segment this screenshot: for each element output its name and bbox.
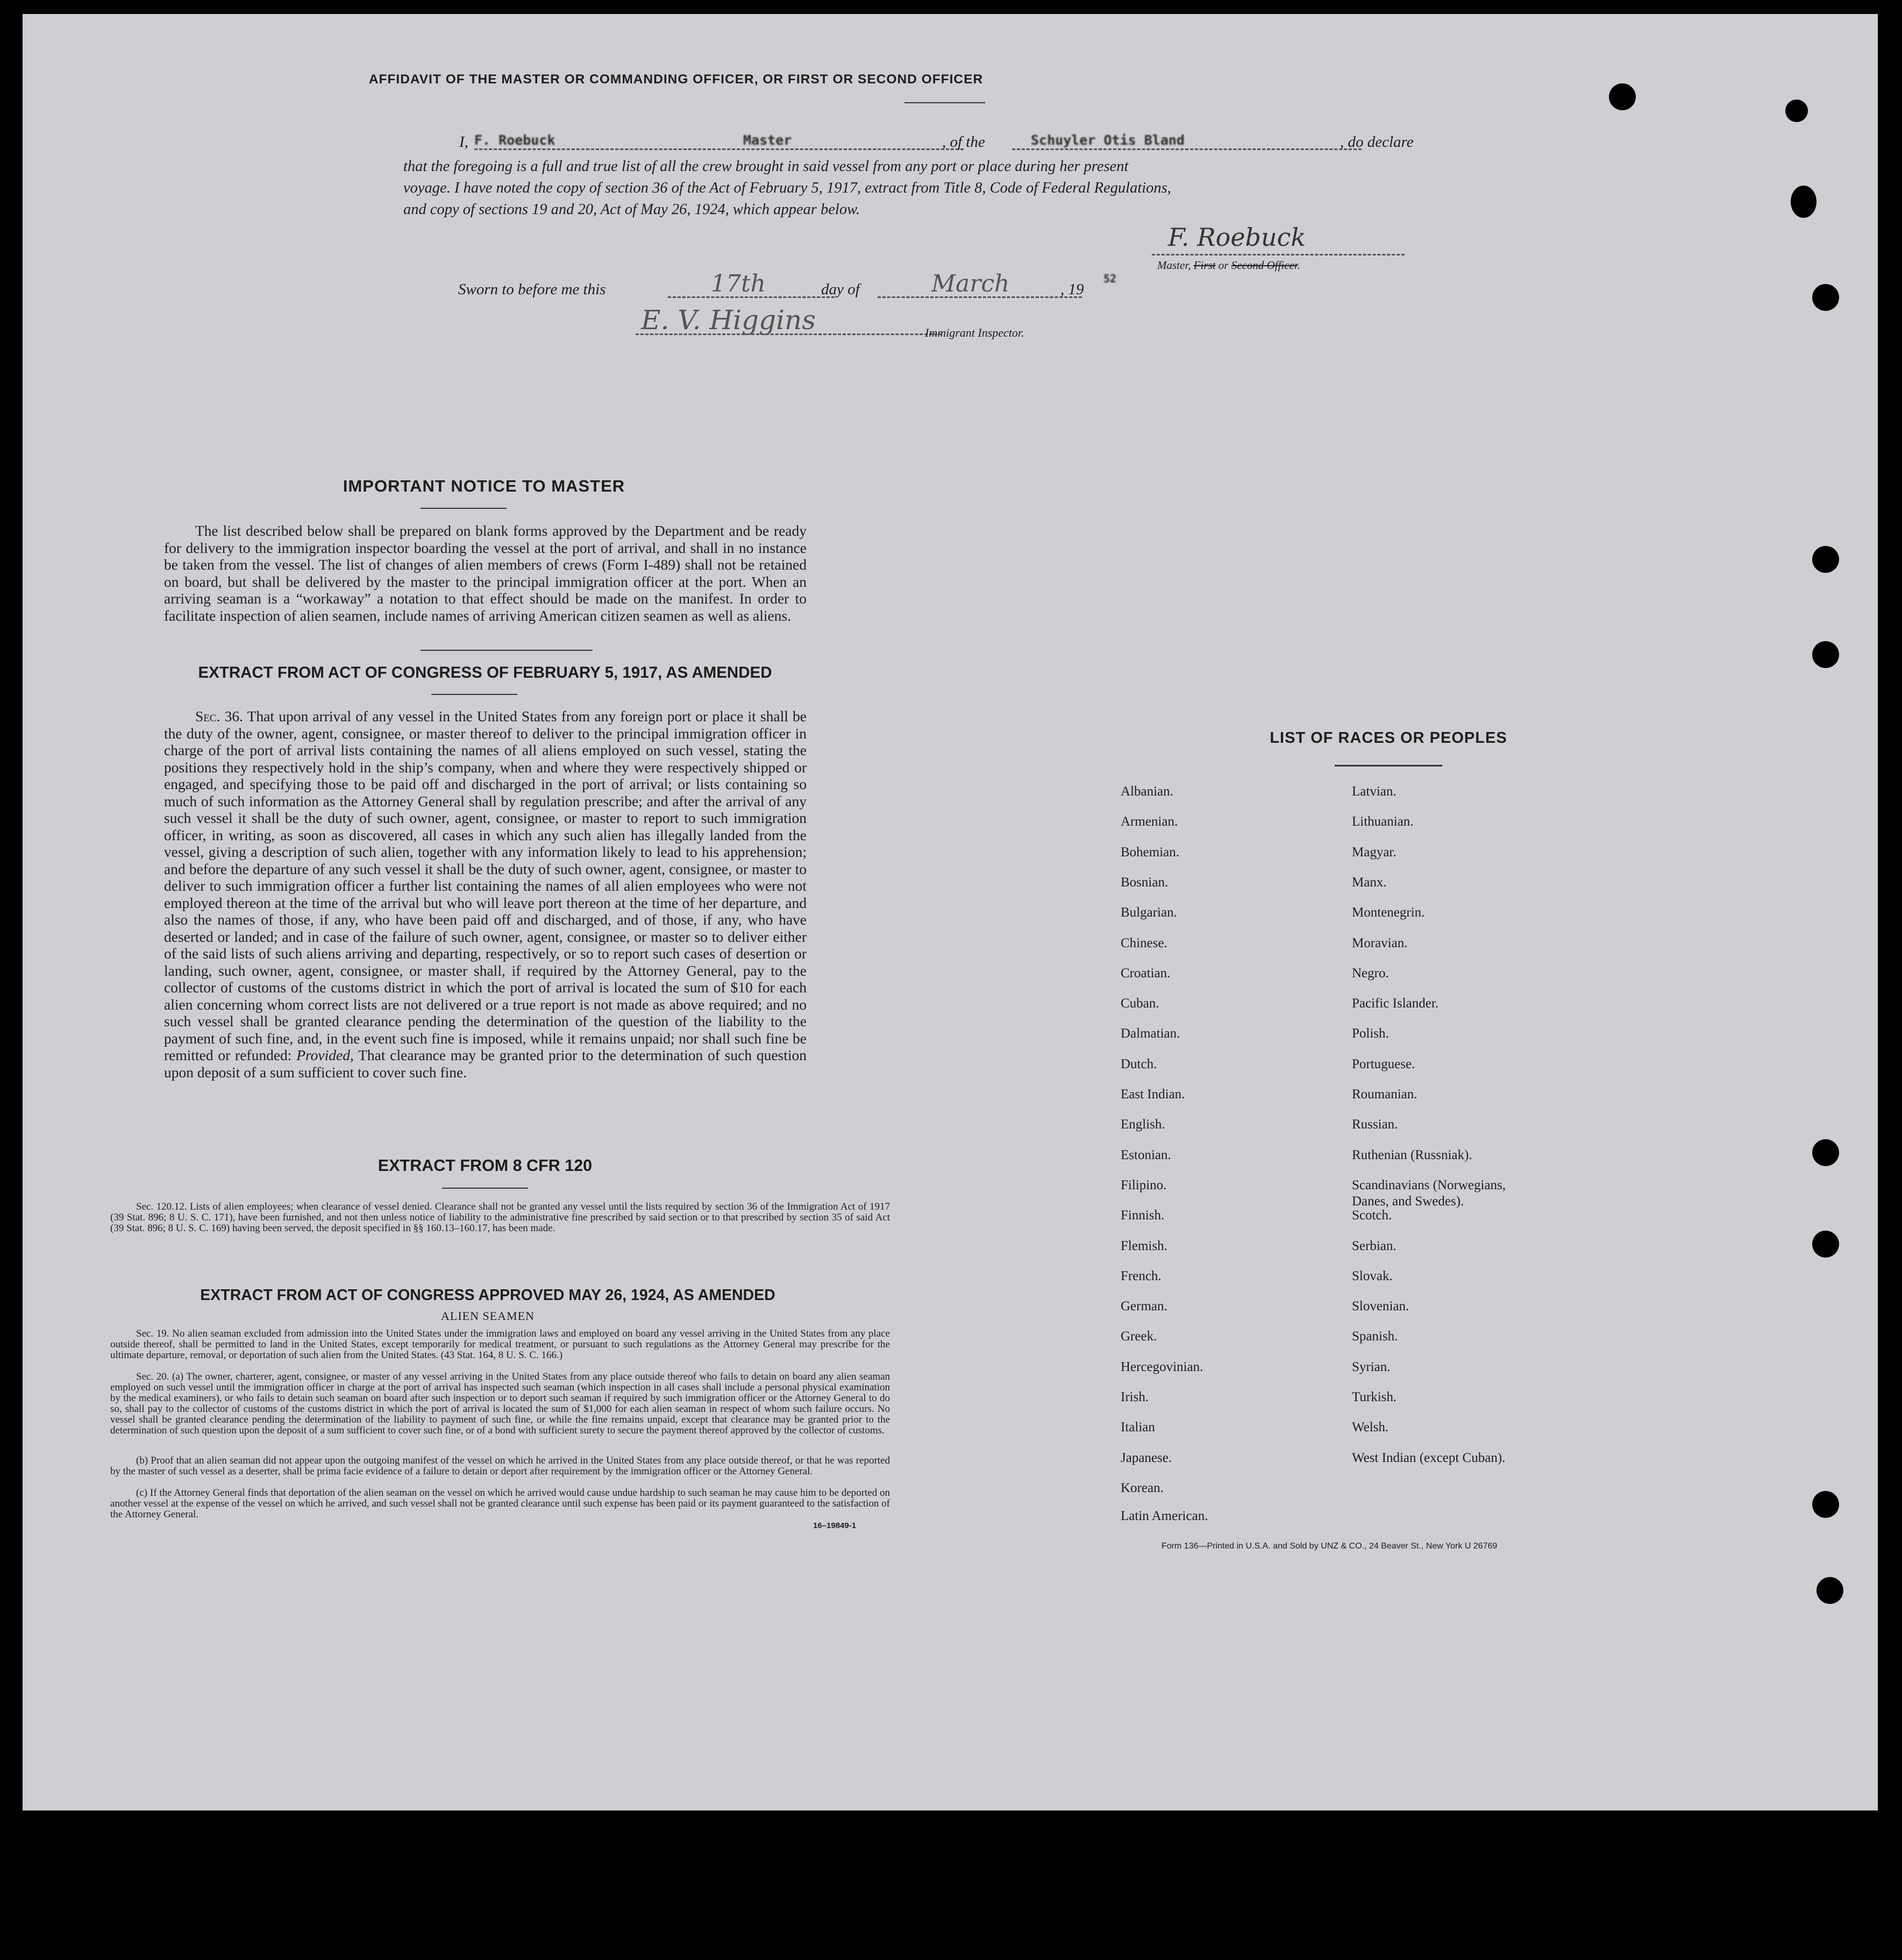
notice-title: IMPORTANT NOTICE TO MASTER [343,477,625,495]
year-prefix: , 19 [1060,281,1084,298]
punch-hole [1812,641,1839,668]
master-position-field: Master [743,132,792,148]
master-name-line [474,148,964,150]
master-signature-line [1152,254,1405,255]
extract-1924-subtitle: ALIEN SEAMEN [441,1309,535,1323]
race-item: Welsh. [1352,1420,1389,1435]
inspector-label: Immigrant Inspector. [925,326,1024,339]
form-imprint: Form 136—Printed in U.S.A. and Sold by UNZ & CO., 24 Beaver St., New York U 26769 [1162,1542,1498,1551]
sec36-label: Sec. 36. [195,708,243,725]
punch-hole [1816,1577,1843,1604]
extract-cfr-title: EXTRACT FROM 8 CFR 120 [377,1156,593,1175]
race-item: Filipino. [1121,1177,1167,1192]
race-item: Irish. [1121,1390,1149,1404]
race-item: Magyar. [1352,844,1397,860]
race-item: Chinese. [1121,935,1167,950]
race-item: Finnish. [1121,1208,1165,1223]
race-item: Pacific Islander. [1352,996,1439,1011]
race-item: Flemish. [1121,1238,1167,1253]
signer-or: or [1218,259,1229,272]
race-item: Danes, and Swedes). [1352,1194,1464,1209]
sec20c-text: (c) If the Attorney General finds that deportation of the alien seaman on the vessel on which he arrived would cause undue hardship to such seaman he may cause him to be deported on another vessel at the expense of the vessel on which he arrived, and such vessel shall not be granted clearance until such expense has been paid or its payment guaranteed to the satisfaction of the Attorney General. [110,1487,890,1520]
punch-hole [1785,100,1808,122]
signer-label-suffix: . [1297,259,1300,272]
master-signature: F. Roebuck [1168,223,1306,252]
signer-label-prefix: Master, [1157,259,1191,272]
races-title: LIST OF RACES OR PEOPLES [1270,729,1507,747]
manifest-page [23,14,1878,1810]
punch-hole [1812,284,1839,311]
race-item: Spanish. [1352,1329,1398,1344]
race-item: Ruthenian (Russniak). [1352,1147,1472,1162]
extract-1924-title: EXTRACT FROM ACT OF CONGRESS APPROVED MAY 26, 1924, AS AMENDED [200,1287,775,1304]
cfr-body: Sec. 120.12. Lists of alien employees; when clearance of vessel denied. Clearance shall not be granted any vessel until the lists required by section 36 of the Immigration Act of 1917 (39 Stat. 896; 8 U. S. C. 171), have been furnished, and not then unless notice of liability to the administrative fine prescribed by said section or to that prescribed by section 35 of said Act (39 Stat. 896; 8 U. S. C. 169) having been served, the deposit specified in §§ 160.13–160.17, has been made. [110,1201,890,1234]
affidavit-body-line-3: and copy of sections 19 and 20, Act of May 26, 1924, which appear below. [403,201,860,218]
race-item: East Indian. [1121,1087,1185,1102]
sworn-label: Sworn to before me this [458,281,606,298]
race-item: German. [1121,1299,1167,1314]
race-item: Albanian. [1121,784,1173,799]
master-name-field: F. Roebuck [474,132,555,148]
race-item: Russian. [1352,1117,1398,1132]
signer-label [1157,259,1300,272]
race-item: English. [1121,1117,1165,1132]
month-value: March [931,270,1010,297]
punch-hole [1812,546,1839,573]
do-declare-label: , do declare [1340,133,1414,151]
race-item: Portuguese. [1352,1056,1415,1071]
divider [442,1188,528,1189]
sec20b-text: (b) Proof that an alien seaman did not appear upon the outgoing manifest of the vessel on which he arrived in the United States from any place outside thereof, or that he was reported by the master of such vessel as a deserter, shall be prima facie evidence of a failure to detain or deport after requirement by the immigration officer or the Attorney General. [110,1455,890,1477]
race-item: West Indian (except Cuban). [1352,1450,1506,1465]
race-item: Bulgarian. [1121,905,1177,920]
punch-hole [1609,83,1636,110]
race-item: Polish. [1352,1026,1389,1041]
sec36-body-end: That clearance may be granted prior to the determination of such question upon deposit of a sum sufficient to cover such fine. [164,1047,807,1081]
notice-body: The list described below shall be prepared on blank forms approved by the Department and be ready for delivery to the immigration inspector boarding the vessel at the port of arrival, and shall in no instance be taken from the vessel. The list of changes of alien members of crews (Form I-489) shall not be retained on board, but shall be delivered by the master to the principal immigration officer at the port. When an arriving seaman is a “workaway” a notation to that effect should be made on the manifest. In order to facilitate inspection of alien seamen, include names of arriving American citizen seamen as well as aliens. [164,522,807,624]
race-item: Latvian. [1352,784,1397,799]
race-item: Moravian. [1352,935,1408,950]
divider [431,694,517,695]
of-the-label: , of the [942,133,985,151]
race-item: Scandinavians (Norwegians, [1352,1177,1506,1192]
divider [904,102,985,103]
race-item: Armenian. [1121,814,1178,829]
race-item: Dalmatian. [1121,1026,1180,1041]
race-item: Bohemian. [1121,844,1180,860]
punch-hole [1812,1491,1839,1518]
divider [421,650,593,651]
form-code: 16–19849-1 [813,1521,857,1530]
i-label: I, [459,133,468,151]
punch-hole [1812,1139,1839,1166]
year-value: 52 [1103,272,1117,285]
race-item: Syrian. [1352,1359,1391,1374]
race-item: Negro. [1352,965,1389,981]
signer-first: First [1193,259,1216,272]
race-item: Lithuanian. [1352,814,1414,829]
race-item: Greek. [1121,1329,1157,1344]
punch-hole [1791,186,1816,218]
race-item: Estonian. [1121,1147,1171,1162]
sec19-text: Sec. 19. No alien seaman excluded from admission into the United States under the immigration laws and employed on board any vessel arriving in the United States from any place outside thereof, shall be permitted to land in the United States, except temporarily for medical treatment, or pursuant to such regulations as the Attorney General may prescribe for the ultimate departure, removal, or deportation of such alien from the United States. (43 Stat. 164, 8 U. S. C. 166.) [110,1328,890,1361]
extract-1917-title: EXTRACT FROM ACT OF CONGRESS OF FEBRUARY 5, 1917, AS AMENDED [198,664,772,681]
race-item: Bosnian. [1121,875,1169,890]
day-value: 17th [711,270,766,297]
sec36-text [164,708,807,1081]
race-item: Manx. [1352,875,1387,890]
vessel-name-line [1012,148,1362,150]
inspector-signature: E. V. Higgins [641,304,816,336]
affidavit-body-line-2: voyage. I have noted the copy of section 36 of the Act of February 5, 1917, extract from Title 8, Code of Federal Regulations, [403,180,1171,196]
race-item: Slovak. [1352,1268,1393,1283]
affidavit-body-line-1: that the foregoing is a full and true list of all the crew brought in said vessel from any port or place during her present [403,158,1129,175]
race-item: Japanese. [1121,1450,1172,1465]
race-item: Montenegrin. [1352,905,1425,920]
divider [421,508,507,509]
day-of-label: day of [821,281,860,298]
race-item: Hercegovinian. [1121,1359,1203,1374]
race-item: Serbian. [1352,1238,1397,1253]
race-item: French. [1121,1268,1162,1283]
race-item: Roumanian. [1352,1087,1417,1102]
sec20a-text: Sec. 20. (a) The owner, charterer, agent, consignee, or master of any vessel arriving in the United States from any place outside thereof who fails to detain on board any alien seaman employed on such vessel until the immigration officer in charge at the port of arrival has inspected such seaman (which inspection in all cases shall include a personal physical examination by the medical examiners), or who fails to detain such seaman on board after such inspection or to deport such seaman if required by such immigration officer or the Attorney General to do so, shall pay to the collector of customs of the customs district in which the port of arrival is located the sum of $1,000 for each alien seaman in respect of whom such failure occurs. No vessel shall be granted clearance pending the determination of the liability to payment of such fine, or while the fine remains unpaid, except that clearance may be granted prior to the determination of such question upon the deposit of a sum sufficient to cover such fine, or of a bond with sufficient surety to secure the payment thereof approved by the collector of customs. [110,1371,890,1436]
affidavit-title: AFFIDAVIT OF THE MASTER OR COMMANDING OFFICER, OR FIRST OR SECOND OFFICER [368,72,984,87]
sec36-body: That upon arrival of any vessel in the United States from any foreign port or place it shall be the duty of the owner, agent, consignee, or master thereof to deliver to the principal immigration officer in charge of the port of arrival lists containing the names of all aliens employed on such vessel, stating the positions they respectively hold in the ship’s company, when and where they were respectively shipped or engaged, and specifying those to be paid off and discharged in the port of arrival; or lists containing so much of such information as the Attorney General shall by regulation prescribe; and after the arrival of any such vessel it shall be the duty of such owner, agent, consignee, or master to report to such immigration officer, in writing, as soon as discovered, all cases in which any such alien has illegally landed from the vessel, giving a description of such alien, together with any information likely to lead to his apprehension; and before the departure of any such vessel it shall be the duty of such owner, agent, consignee, or master to deliver to such immigration officer a further list containing the names of all alien employees who were not employed thereon at the time of the arrival but who will leave port thereon at the time of her departure, and also the names of those, if any, who have been paid off and discharged, and of those, if any, who have deserted or landed; and in case of the failure of such owner, agent, consignee, or master so to deliver either of the said lists of such aliens arriving and departing, respectively, or so to report such cases of desertion or landing, such owner, agent, consignee, or master shall, if required by the Attorney General, pay to the collector of customs of the customs district in which the port of arrival is located the sum of $10 for each alien concerning whom correct lists are not delivered or a true report is not made as above required; and no such vessel shall be granted clearance pending the determination of the question of the liability to the payment of such fine, and, in the event such fine is imposed, while it remains unpaid; nor shall such fine be remitted or refunded: [164,708,807,1063]
race-item: Croatian. [1121,965,1171,981]
race-item: Cuban. [1121,996,1159,1011]
divider [1335,765,1442,766]
vessel-name-field: Schuyler Otis Bland [1031,132,1185,148]
race-item: Turkish. [1352,1390,1397,1404]
provided-label: Provided, [296,1047,354,1063]
race-item: Slovenian. [1352,1299,1409,1314]
race-item: Latin American. [1121,1509,1208,1524]
punch-hole [1812,1231,1839,1258]
race-item: Korean. [1121,1480,1164,1495]
race-item: Italian [1121,1420,1155,1435]
signer-second: Second Officer [1231,259,1298,272]
race-item: Scotch. [1352,1208,1392,1223]
inspector-signature-line [636,333,942,335]
race-item: Dutch. [1121,1056,1157,1071]
